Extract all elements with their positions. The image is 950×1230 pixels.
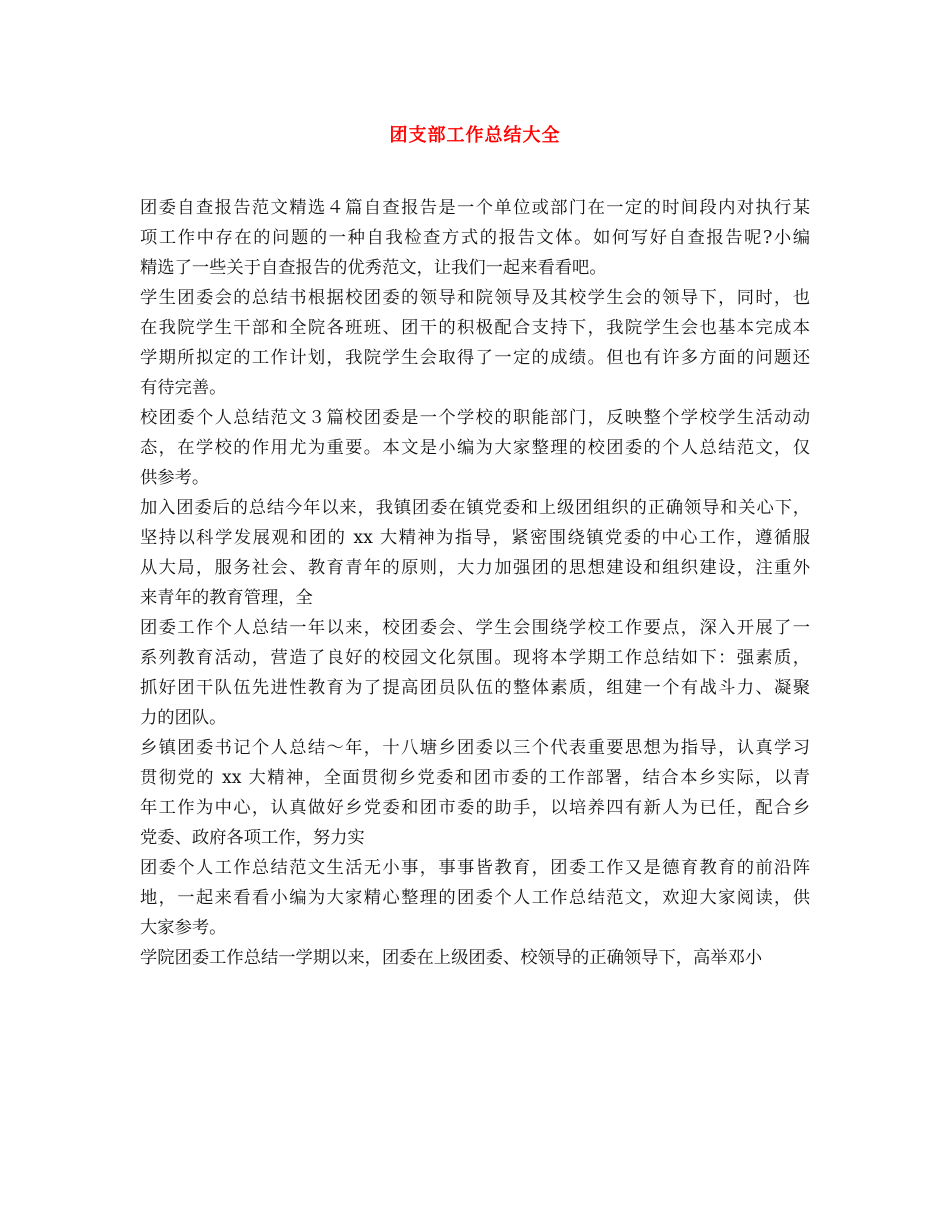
text-line: 力的团队。 <box>140 708 227 728</box>
text-line: 系列教育活动，营造了良好的校园文化氛围。现将本学期工作总结如下：强素质， <box>140 648 810 668</box>
text-line: 地，一起来看看小编为大家精心整理的团委个人工作总结范文，欢迎大家阅读，供 <box>140 888 810 908</box>
paragraph-6 <box>140 733 810 853</box>
text-line: 团委自查报告范文精选４篇自查报告是一个单位或部门在一定的时间段内对执行某 <box>140 198 810 218</box>
paragraph-8 <box>140 943 810 973</box>
paragraph-1 <box>140 193 810 283</box>
text-line: 学院团委工作总结一学期以来，团委在上级团委、校领导的正确领导下，高举邓小 <box>140 948 763 968</box>
text-line: 供参考。 <box>140 468 210 488</box>
paragraph-7 <box>140 853 810 943</box>
text-line: 项工作中存在的问题的一种自我检查方式的报告文体。如何写好自查报告呢?小编 <box>140 228 810 248</box>
text-line: 加入团委后的总结今年以来，我镇团委在镇党委和上级团组织的正确领导和关心下， <box>140 498 810 518</box>
text-line: 抓好团干队伍先进性教育为了提高团员队伍的整体素质，组建一个有战斗力、凝聚 <box>140 678 810 698</box>
text-line: 学期所拟定的工作计划，我院学生会取得了一定的成绩。但也有许多方面的问题还 <box>140 348 810 368</box>
text-line: 学生团委会的总结书根据校团委的领导和院领导及其校学生会的领导下，同时，也 <box>140 288 810 308</box>
text-line: 党委、政府各项工作，努力实 <box>140 828 365 848</box>
text-line: 来青年的教育管理，全 <box>140 588 313 608</box>
text-line: 大家参考。 <box>140 918 227 938</box>
paragraph-3 <box>140 403 810 493</box>
text-line: 从大局，服务社会、教育青年的原则，大力加强团的思想建设和组织建设，注重外 <box>140 558 810 578</box>
text-line: 校团委个人总结范文３篇校团委是一个学校的职能部门，反映整个学校学生活动动 <box>140 408 810 428</box>
paragraph-5 <box>140 613 810 733</box>
text-line: 团委工作个人总结一年以来，校团委会、学生会围绕学校工作要点，深入开展了一 <box>140 618 810 638</box>
text-line: 贯彻党的 xx 大精神，全面贯彻乡党委和团市委的工作部署，结合本乡实际，以青 <box>140 768 810 788</box>
text-line: 团委个人工作总结范文生活无小事，事事皆教育，团委工作又是德育教育的前沿阵 <box>140 858 810 878</box>
paragraph-4 <box>140 493 810 613</box>
document-body <box>140 193 810 973</box>
text-line: 态，在学校的作用尤为重要。本文是小编为大家整理的校团委的个人总结范文，仅 <box>140 438 810 458</box>
document-title: 团支部工作总结大全 <box>389 125 561 146</box>
text-line: 精选了一些关于自查报告的优秀范文，让我们一起来看看吧。 <box>140 258 607 278</box>
text-line: 乡镇团委书记个人总结～年，十八塘乡团委以三个代表重要思想为指导，认真学习 <box>140 738 810 758</box>
text-line: 坚持以科学发展观和团的 xx 大精神为指导，紧密围绕镇党委的中心工作，遵循服 <box>140 528 810 548</box>
text-line: 在我院学生干部和全院各班班、团干的积极配合支持下，我院学生会也基本完成本 <box>140 318 810 338</box>
paragraph-2 <box>140 283 810 403</box>
text-line: 有待完善。 <box>140 378 227 398</box>
text-line: 年工作为中心，认真做好乡党委和团市委的助手，以培养四有新人为已任，配合乡 <box>140 798 810 818</box>
